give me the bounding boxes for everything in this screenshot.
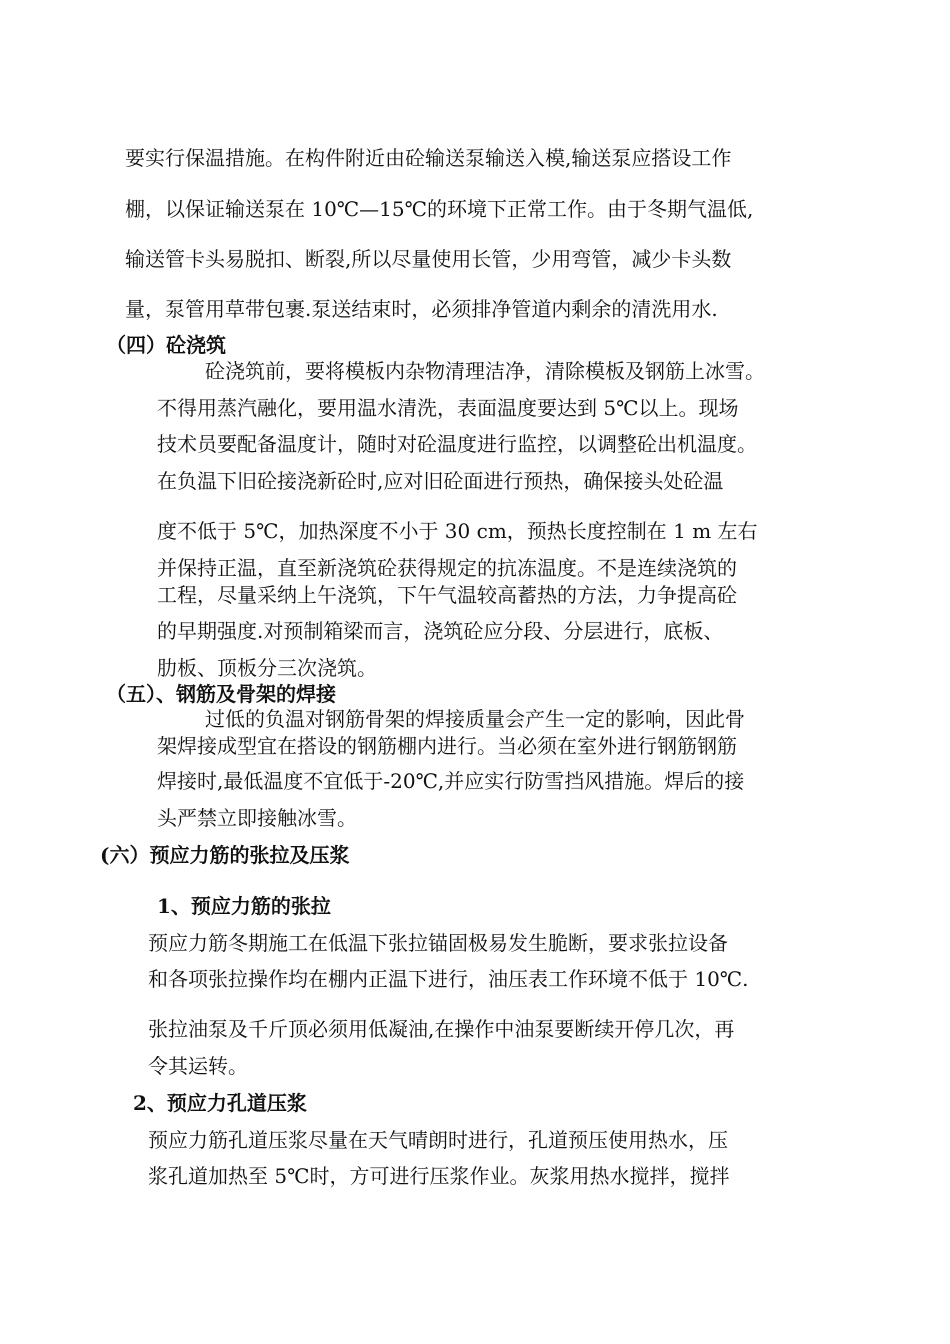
intro-line-4: 量，泵管用草带包裹.泵送结束时，必须排净管道内剩余的清洗用水. bbox=[125, 297, 718, 321]
section4-heading: （四）砼浇筑 bbox=[106, 333, 226, 357]
section4-line-3: 技术员要配备温度计，随时对砼温度进行监控，以调整砼出机温度。 bbox=[157, 432, 757, 456]
intro-line-2: 棚，以保证输送泵在 10℃—15℃的环境下正常工作。由于冬期气温低, bbox=[125, 197, 754, 221]
section4-line-2: 不得用蒸汽融化，要用温水清洗，表面温度要达到 5℃以上。现场 bbox=[157, 396, 739, 420]
section4-line-4: 在负温下旧砼接浇新砼时,应对旧砼面进行预热，确保接头处砼温 bbox=[157, 469, 724, 493]
section6-sub1-line-2: 和各项张拉操作均在棚内正温下进行，油压表工作环境不低于 10℃. bbox=[148, 967, 749, 991]
section5-line-4: 头严禁立即接触冰雪。 bbox=[157, 806, 357, 830]
section6-sub1-heading: 1、预应力筋的张拉 bbox=[157, 894, 331, 918]
section6-heading: (六）预应力筋的张拉及压浆 bbox=[100, 843, 350, 867]
section4-line-8: 的早期强度.对预制箱梁而言，浇筑砼应分段、分层进行，底板、 bbox=[157, 619, 724, 643]
section4-line-9: 肋板、顶板分三次浇筑。 bbox=[157, 656, 377, 680]
section6-sub1-line-1: 预应力筋冬期施工在低温下张拉锚固极易发生脆断，要求张拉设备 bbox=[148, 931, 728, 955]
section4-line-7: 工程，尽量采纳上午浇筑，下午气温较高蓄热的方法，力争提高砼 bbox=[157, 583, 737, 607]
intro-line-3: 输送管卡头易脱扣、断裂,所以尽量使用长管，少用弯管，减少卡头数 bbox=[125, 247, 732, 271]
section6-sub1-line-4: 令其运转。 bbox=[148, 1054, 248, 1078]
section5-line-2: 架焊接成型宜在搭设的钢筋棚内进行。当必须在室外进行钢筋钢筋 bbox=[157, 734, 737, 758]
section4-line-5: 度不低于 5℃，加热深度不小于 30 cm，预热长度控制在 1 m 左右 bbox=[157, 519, 758, 543]
section6-sub2-heading: 2、预应力孔道压浆 bbox=[133, 1091, 307, 1115]
section5-line-3: 焊接时,最低温度不宜低于-20℃,并应实行防雪挡风措施。焊后的接 bbox=[157, 769, 745, 793]
section5-line-1: 过低的负温对钢筋骨架的焊接质量会产生一定的影响，因此骨 bbox=[205, 707, 745, 731]
intro-line-1: 要实行保温措施。在构件附近由砼输送泵输送入模,输送泵应搭设工作 bbox=[125, 146, 732, 170]
section4-line-6: 并保持正温，直至新浇筑砼获得规定的抗冻温度。不是连续浇筑的 bbox=[157, 556, 737, 580]
section5-heading: （五）、钢筋及骨架的焊接 bbox=[106, 682, 336, 706]
section6-sub2-line-2: 浆孔道加热至 5℃时，方可进行压浆作业。灰浆用热水搅拌，搅拌 bbox=[148, 1164, 730, 1188]
section4-line-1: 砼浇筑前，要将模板内杂物清理洁净，清除模板及钢筋上冰雪。 bbox=[205, 359, 765, 383]
section6-sub2-line-1: 预应力筋孔道压浆尽量在天气晴朗时进行，孔道预压使用热水，压 bbox=[148, 1128, 728, 1152]
section6-sub1-line-3: 张拉油泵及千斤顶必须用低凝油,在操作中油泵要断续开停几次，再 bbox=[148, 1017, 735, 1041]
